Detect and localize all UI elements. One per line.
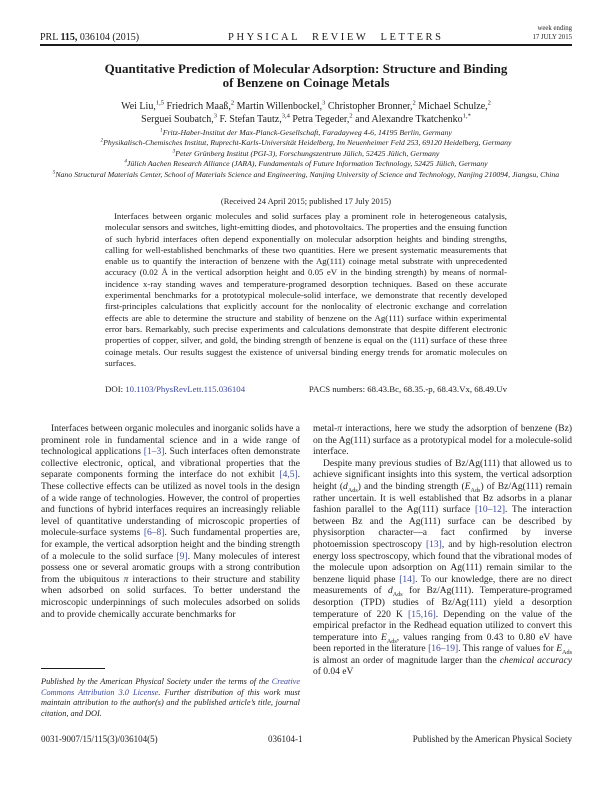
text-run: Michael Schulze, bbox=[415, 101, 488, 112]
page-number: 036104-1 bbox=[267, 734, 303, 744]
author-list bbox=[0, 100, 612, 126]
text-run: 1,5 bbox=[155, 99, 164, 107]
text-run: interactions to their structure and stability when adsorbed on solid surfaces. To better understand the microscopic underpinnings of such molecules adsorbed on solids and to provide chemically accurate benchmarks for bbox=[41, 574, 300, 620]
text-run: 036104 (2015) bbox=[77, 31, 140, 43]
page-header bbox=[40, 25, 572, 43]
body-columns bbox=[41, 424, 572, 720]
left-column bbox=[41, 424, 300, 720]
text-run: , values ranging from 0.43 to 0.80 eV have been reported in the literature bbox=[313, 632, 572, 655]
text-run: Fritz-Haber-Institut der Max-Planck-Gesellschaft, Faradayweg 4-6, 14195 Berlin, Germany bbox=[162, 128, 452, 137]
journal-name: PHYSICAL REVIEW LETTERS bbox=[228, 31, 444, 43]
affiliation-2 bbox=[46, 138, 566, 148]
received-line: (Received 24 April 2015; published 17 July 2015) bbox=[220, 196, 392, 206]
pacs-line: PACS numbers: 68.43.Bc, 68.35.-p, 68.43.Vx, 68.49.Uv bbox=[308, 384, 507, 394]
citation-link[interactable]: [16–19] bbox=[428, 644, 459, 655]
text-run: . Depending on the value of the empirical prefactor in the Redhead equation utilized to convert this temperature into bbox=[313, 609, 572, 643]
license-footnote bbox=[41, 677, 300, 720]
citation-link[interactable]: [15,16] bbox=[408, 609, 436, 620]
citation-link[interactable]: [10–12] bbox=[474, 505, 506, 516]
doi-link[interactable]: 10.1103/PhysRevLett.115.036104 bbox=[125, 384, 246, 394]
text-run: F. Stefan Tautz, bbox=[217, 114, 282, 125]
text-run: . Many molecules of interest possess one or several aromatic groups with a strong contribution from the ubiquitous bbox=[41, 551, 300, 585]
text-run: . Such fundamental properties are, for example, the vertical adsorption height and the binding strength of a molecule to the solid surface bbox=[41, 528, 300, 562]
text-run: chemical accuracy bbox=[499, 655, 572, 666]
header-rule bbox=[40, 44, 572, 46]
affiliations bbox=[46, 128, 566, 180]
text-run: Published by the American Physical Society under the terms of the bbox=[41, 676, 272, 686]
text-run: . Further distribution of this work must maintain attribution to the author(s) and the published article’s title, journal citation, and DOI. bbox=[41, 687, 300, 719]
citation-link[interactable]: [1–3] bbox=[143, 447, 165, 458]
text-run: π bbox=[337, 424, 343, 434]
text-run: . These collective effects can be utilized as novel tools in the design of a wide range of technologies. However, the control of properties and functions of hybrid interfaces requires an increasingly reliable level of quantitative understanding of microscopic properties of molecule-surface systems bbox=[41, 470, 300, 539]
article-title bbox=[0, 62, 612, 90]
text-run: ) of Bz/Ag(111) remain rather uncertain. It is well established that Bz adsorbs in a planar fashion parallel to the Ag(111) surface bbox=[313, 481, 572, 516]
text-run: Ads bbox=[562, 650, 572, 657]
text-run: 3 bbox=[213, 112, 218, 120]
text-run: . To our knowledge, there are no direct measurements of bbox=[313, 574, 572, 597]
article-title-line-2: of Benzene on Coinage Metals bbox=[222, 75, 390, 90]
citation-link[interactable]: [14] bbox=[399, 574, 416, 585]
text-run: ) and the binding strength ( bbox=[357, 481, 465, 492]
text-run: 2 bbox=[349, 112, 353, 120]
text-run: Ads bbox=[470, 487, 481, 494]
author-line-1 bbox=[0, 100, 612, 113]
text-run: 115, bbox=[60, 31, 78, 43]
text-run: interactions, here we study the adsorption of benzene (Bz) on the Ag(111) surface as a prototypical model for a molecule-solid interface. bbox=[313, 424, 572, 458]
text-run: E bbox=[464, 481, 471, 492]
doi-label: DOI: bbox=[105, 384, 126, 394]
citation-link[interactable]: [6–8] bbox=[143, 528, 165, 539]
text-run: Peter Grünberg Institut (PGI-3), Forschungszentrum Jülich, 52425 Jülich, Germany bbox=[175, 148, 440, 158]
text-run: 2 bbox=[230, 99, 235, 107]
text-run: Ads bbox=[392, 592, 403, 599]
citation-link[interactable]: [4,5] bbox=[279, 470, 298, 481]
text-run: 3 bbox=[322, 99, 326, 107]
text-run: 2 bbox=[412, 99, 416, 107]
text-run: of 0.04 eV bbox=[313, 667, 354, 678]
text-run: 1 bbox=[160, 127, 163, 134]
citation-link[interactable]: [9] bbox=[176, 551, 188, 562]
page-footer bbox=[41, 734, 572, 744]
issue-date bbox=[533, 25, 572, 43]
text-run: metal- bbox=[313, 424, 338, 434]
text-run: d bbox=[343, 481, 348, 492]
doi-line bbox=[105, 384, 245, 394]
footnote-rule bbox=[41, 668, 105, 669]
citation-link[interactable]: [13] bbox=[426, 539, 442, 550]
affiliation-4 bbox=[46, 159, 566, 169]
text-run: PRL bbox=[40, 31, 61, 43]
text-run: , and by high-resolution electron energy loss spectroscopy, which found that the vibrational modes of the molecule upon adsorption on Ag(111) remain similar to the benzene liquid phase bbox=[313, 539, 572, 585]
text-run: 3 bbox=[172, 148, 176, 155]
affiliation-5 bbox=[46, 170, 566, 180]
issn-code: 0031-9007/15/115(3)/036104(5) bbox=[41, 734, 158, 744]
text-run: Interfaces between organic molecules and inorganic solids have a prominent role in fundamental science and in a wide range of technological applications bbox=[41, 424, 300, 458]
body-paragraph-3 bbox=[313, 459, 572, 679]
text-run: Despite many previous studies of Bz/Ag(111) that allowed us to achieve significant insights into this system, the vertical adsorption height ( bbox=[313, 458, 572, 492]
text-run: π bbox=[123, 574, 129, 585]
text-run: . The interaction between Bz and the Ag(111) surface can be described by physisorption character—a fact confirmed by inverse photoemission spectroscopy bbox=[313, 505, 572, 550]
week-ending-label: week ending bbox=[537, 25, 572, 32]
text-run: Martin Willenbockel, bbox=[234, 101, 323, 112]
text-run: Ads bbox=[386, 638, 397, 645]
doi-pacs-row bbox=[105, 384, 507, 394]
abstract: Interfaces between organic molecules and solid surfaces play a prominent role in heterogeneous catalysis, molecular sensors and switches, light-emitting diodes, and photovoltaics. The properties and the ensuing function of such hybrid interfaces often depend exponentially on molecular adsorption heights and binding strengths, calling for well-established benchmarks of these two quantities. Here we present systematic measurements that enable us to quantify the interaction of benzene with the Ag(111) coinage metal substrate with unprecedented accuracy (0.02 Å in the vertical adsorption height and 0.05 eV in the binding strength) by means of normal-incidence x-ray standing waves and temperature-programed desorption techniques. Based on these accurate experimental benchmarks for a prototypical molecule-solid interface, we demonstrate that recently developed first-principles calculations that explicitly account for the nonlocality of electronic exchange and correlation effects are able to determine the structure and stability of benzene on the Ag(111) surface within experimental error bars. Remarkably, such precise experiments and calculations demonstrate that despite different electronic properties of copper, silver, and gold, the binding strength of benzene is equal on the (111) surface of these three coinage metals. Our results suggest the existence of universal binding energy trends for aromatic molecules on surfaces. bbox=[105, 211, 507, 368]
text-run: and Alexandre Tkatchenko bbox=[352, 114, 463, 125]
license-link[interactable]: Creative Commons Attribution 3.0 License bbox=[41, 676, 300, 697]
text-run: 5 bbox=[52, 169, 56, 176]
text-run: is almost an order of magnitude larger than the bbox=[313, 655, 500, 666]
text-run: 4 bbox=[124, 158, 127, 165]
text-run: Christopher Bronner, bbox=[325, 101, 413, 112]
footnote-block bbox=[41, 668, 300, 720]
affiliation-1 bbox=[46, 128, 566, 138]
text-run: E bbox=[556, 644, 563, 655]
issue-date-value: 17 JULY 2015 bbox=[532, 33, 572, 41]
text-run: . Such interfaces often demonstrate collective electronic, optical, and vibrational properties that the separate components forming the interface do not exhibit bbox=[41, 447, 300, 481]
right-column bbox=[313, 424, 572, 720]
text-run: Petra Tegeder, bbox=[289, 114, 350, 125]
text-run: d bbox=[388, 586, 393, 597]
text-run: Wei Liu, bbox=[121, 101, 156, 112]
text-run: 3,4 bbox=[281, 112, 290, 120]
text-run: Serguei Soubatch, bbox=[141, 114, 214, 125]
text-run: . This range of values for bbox=[458, 644, 557, 655]
text-run: Friedrich Maaß, bbox=[163, 101, 231, 112]
text-run: 1,* bbox=[462, 112, 471, 120]
text-run: Nano Structural Materials Center, School of Materials Science and Engineering, Nanjing University of Science and Technology, Nanjing 210094, Jiangsu, China bbox=[55, 169, 560, 179]
article-title-line-1: Quantitative Prediction of Molecular Adsorption: Structure and Binding bbox=[104, 61, 508, 76]
text-run: 2 bbox=[487, 99, 491, 107]
text-run: Ads bbox=[347, 487, 358, 494]
text-run: Jülich Aachen Research Alliance (JARA), Fundamentals of Future Information Technology, 52425 Jülich, Germany bbox=[126, 159, 488, 169]
text-run: Physikalisch-Chemisches Institut, Ruprecht-Karls-Universität Heidelberg, Im Neuenheimer Feld 253, 69120 Heidelberg, Germany bbox=[103, 138, 512, 148]
text-run: for Bz/Ag(111). Temperature-programed desorption (TPD) studies of Bz/Ag(111) yield a desorption temperature of 220 K bbox=[313, 586, 572, 620]
body-paragraph-1 bbox=[41, 424, 300, 621]
author-line-2 bbox=[0, 113, 612, 126]
text-run: 2 bbox=[100, 137, 104, 144]
publisher-note: Published by the American Physical Society bbox=[412, 734, 572, 744]
body-paragraph-2 bbox=[313, 424, 572, 459]
text-run: E bbox=[381, 632, 387, 643]
journal-reference bbox=[40, 32, 139, 43]
